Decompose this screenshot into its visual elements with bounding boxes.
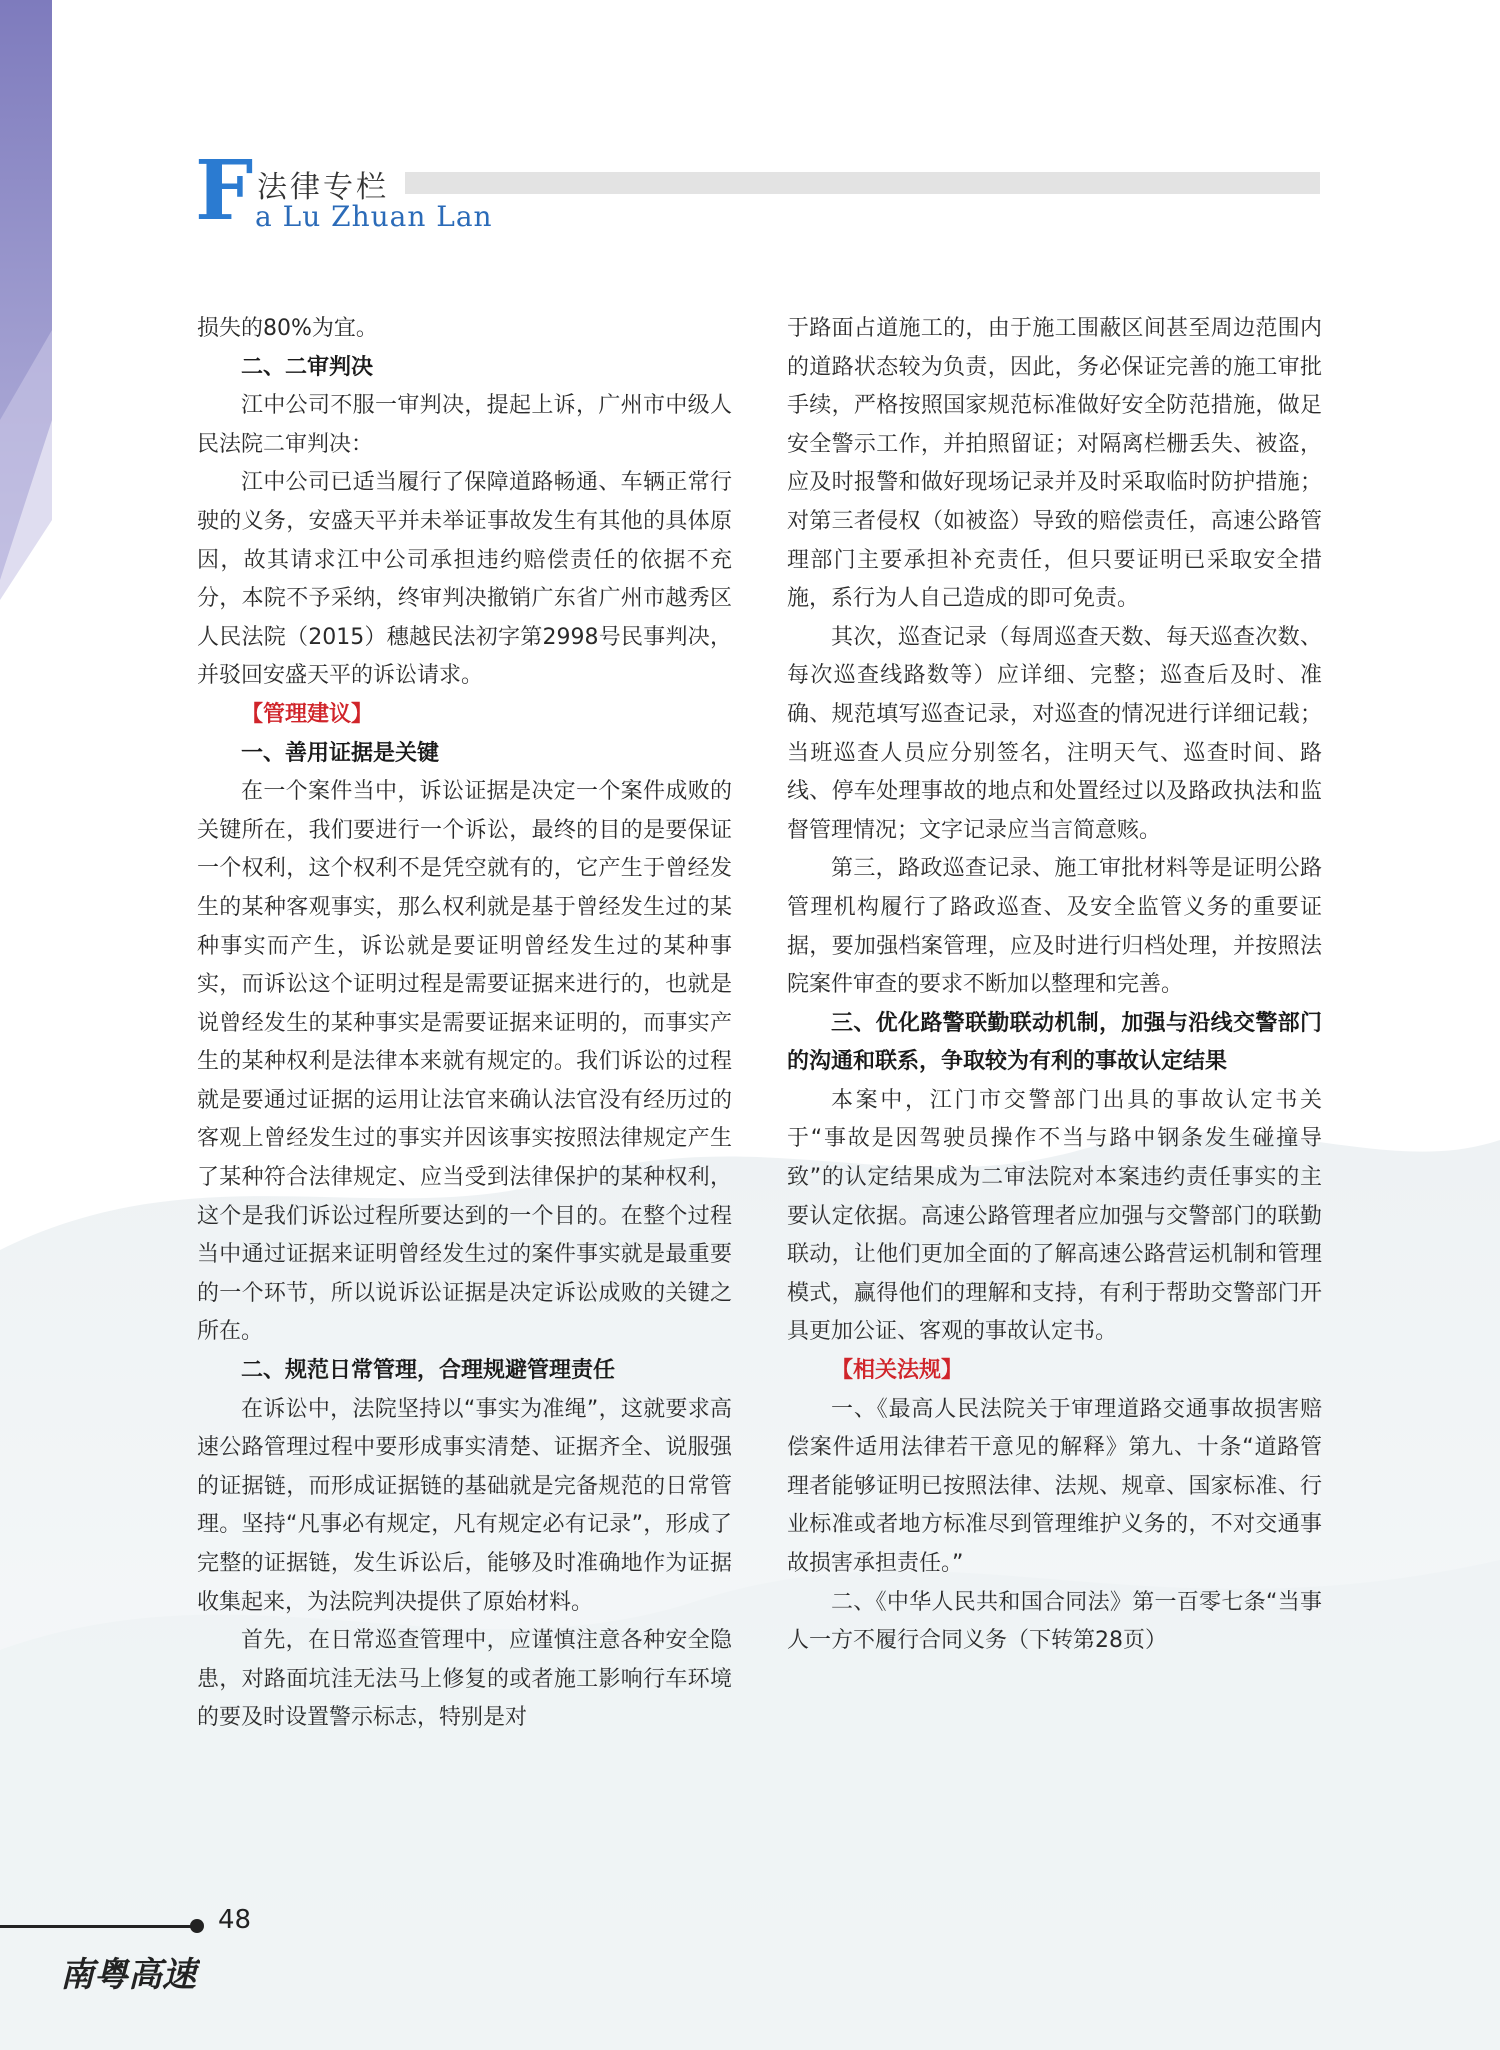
section-heading: 一、善用证据是关键 bbox=[241, 740, 440, 766]
header-bar bbox=[405, 172, 1320, 194]
header-initial-letter: F bbox=[195, 143, 254, 239]
header-title-en: a Lu Zhuan Lan bbox=[255, 200, 493, 233]
paragraph: 首先，在日常巡查管理中，应谨慎注意各种安全隐患，对路面坑洼无法马上修复的或者施工影响行车环境的要及时设置警示标志，特别是对 bbox=[197, 1628, 732, 1731]
page-footer bbox=[0, 1905, 260, 2025]
paragraph: 在诉讼中，法院坚持以“事实为准绳”，这就要求高速公路管理过程中要形成事实清楚、证据齐全、说服强的证据链，而形成证据链的基础就是完备规范的日常管理。坚持“凡事必有规定，凡有规定必有记录”，形成了完整的证据链，发生诉讼后，能够及时准确地作为证据收集起来，为法院判决提供了原始材料。 bbox=[197, 1396, 732, 1615]
column-header bbox=[195, 143, 1325, 240]
paragraph: 于路面占道施工的，由于施工围蔽区间甚至周边范围内的道路状态较为负责，因此，务必保证完善的施工审批手续，严格按照国家规范标准做好安全防范措施，做足安全警示工作，并拍照留证；对隔离栏栅丢失、被盗，应及时报警和做好现场记录并及时采取临时防护措施；对第三者侵权（如被盗）导致的赔偿责任，高速公路管理部门主要承担补充责任，但只要证明已采取安全措施，系行为人自己造成的即可免责。 bbox=[787, 316, 1322, 612]
magazine-logo bbox=[60, 1950, 200, 2000]
section-heading: 二、规范日常管理，合理规避管理责任 bbox=[241, 1358, 616, 1384]
paragraph: 二、《中华人民共和国合同法》第一百零七条“当事人一方不履行合同义务（下转第28页） bbox=[787, 1589, 1322, 1654]
paragraph: 江中公司已适当履行了保障道路畅通、车辆正常行驶的义务，安盛天平并未举证事故发生有其他的具体原因，故其请求江中公司承担违约赔偿责任的依据不充分，本院不予采纳，终审判决撤销广东省广州市越秀区人民法院（2015）穗越民法初字第2998号民事判决，并驳回安盛天平的诉讼请求。 bbox=[197, 470, 732, 689]
footer-dot bbox=[190, 1919, 204, 1933]
paragraph: 第三，路政巡查记录、施工审批材料等是证明公路管理机构履行了路政巡查、及安全监管义务的重要证据，要加强档案管理，应及时进行归档处理，并按照法院案件审查的要求不断加以整理和完善。 bbox=[787, 856, 1322, 998]
logo-text: 南粤高速 bbox=[60, 1955, 196, 1995]
right-text-column bbox=[787, 310, 1322, 1661]
paragraph: 江中公司不服一审判决，提起上诉，广州市中级人民法院二审判决： bbox=[197, 393, 732, 457]
page-number: 48 bbox=[218, 1905, 252, 1935]
paragraph: 本案中，江门市交警部门出具的事故认定书关于“事故是因驾驶员操作不当与路中钢条发生碰撞导致”的认定结果成为二审法院对本案违约责任事实的主要认定依据。高速公路管理者应加强与交警部门的联勤联动，让他们更加全面的了解高速公路营运机制和管理模式，赢得他们的理解和支持，有利于帮助交警部门开具更加公证、客观的事故认定书。 bbox=[787, 1087, 1322, 1345]
section-heading: 三、优化路警联勤联动机制，加强与沿线交警部门的沟通和联系，争取较为有利的事故认定结果 bbox=[787, 1010, 1322, 1075]
section-heading: 二、二审判决 bbox=[241, 354, 374, 380]
section-label: 【管理建议】 bbox=[241, 701, 374, 727]
paragraph: 一、《最高人民法院关于审理道路交通事故损害赔偿案件适用法律若干意见的解释》第九、十条“道路管理者能够证明已按照法律、法规、规章、国家标准、行业标准或者地方标准尽到管理维护义务的，不对交通事故损害承担责任。” bbox=[787, 1396, 1322, 1576]
paragraph: 损失的80%为宜。 bbox=[197, 316, 378, 341]
paragraph: 其次，巡查记录（每周巡查天数、每天巡查次数、每次巡查线路数等）应详细、完整；巡查后及时、准确、规范填写巡查记录，对巡查的情况进行详细记载；当班巡查人员应分别签名，注明天气、巡查时间、路线、停车处理事故的地点和处置经过以及路政执法和监督管理情况；文字记录应当言简意赅。 bbox=[787, 624, 1322, 843]
section-label: 【相关法规】 bbox=[831, 1358, 964, 1384]
left-text-column bbox=[197, 310, 732, 1738]
paragraph: 在一个案件当中，诉讼证据是决定一个案件成败的关键所在，我们要进行一个诉讼，最终的目的是要保证一个权利，这个权利不是凭空就有的，它产生于曾经发生的某种客观事实，那么权利就是基于曾经发生过的某种事实而产生，诉讼就是要证明曾经发生过的某种事实，而诉讼这个证明过程是需要证据来进行的，也就是说曾经发生的某种事实是需要证据来证明的，而事实产生的某种权利是法律本来就有规定的。我们诉讼的过程就是要通过证据的运用让法官来确认法官没有经历过的客观上曾经发生过的事实并因该事实按照法律规定产生了某种符合法律规定、应当受到法律保护的某种权利，这个是我们诉讼过程所要达到的一个目的。在整个过程当中通过证据来证明曾经发生过的案件事实就是最重要的一个环节，所以说诉讼证据是决定诉讼成败的关键之所在。 bbox=[197, 779, 732, 1345]
footer-rule bbox=[0, 1925, 195, 1928]
header-title-cn: 法律专栏 bbox=[257, 170, 389, 205]
